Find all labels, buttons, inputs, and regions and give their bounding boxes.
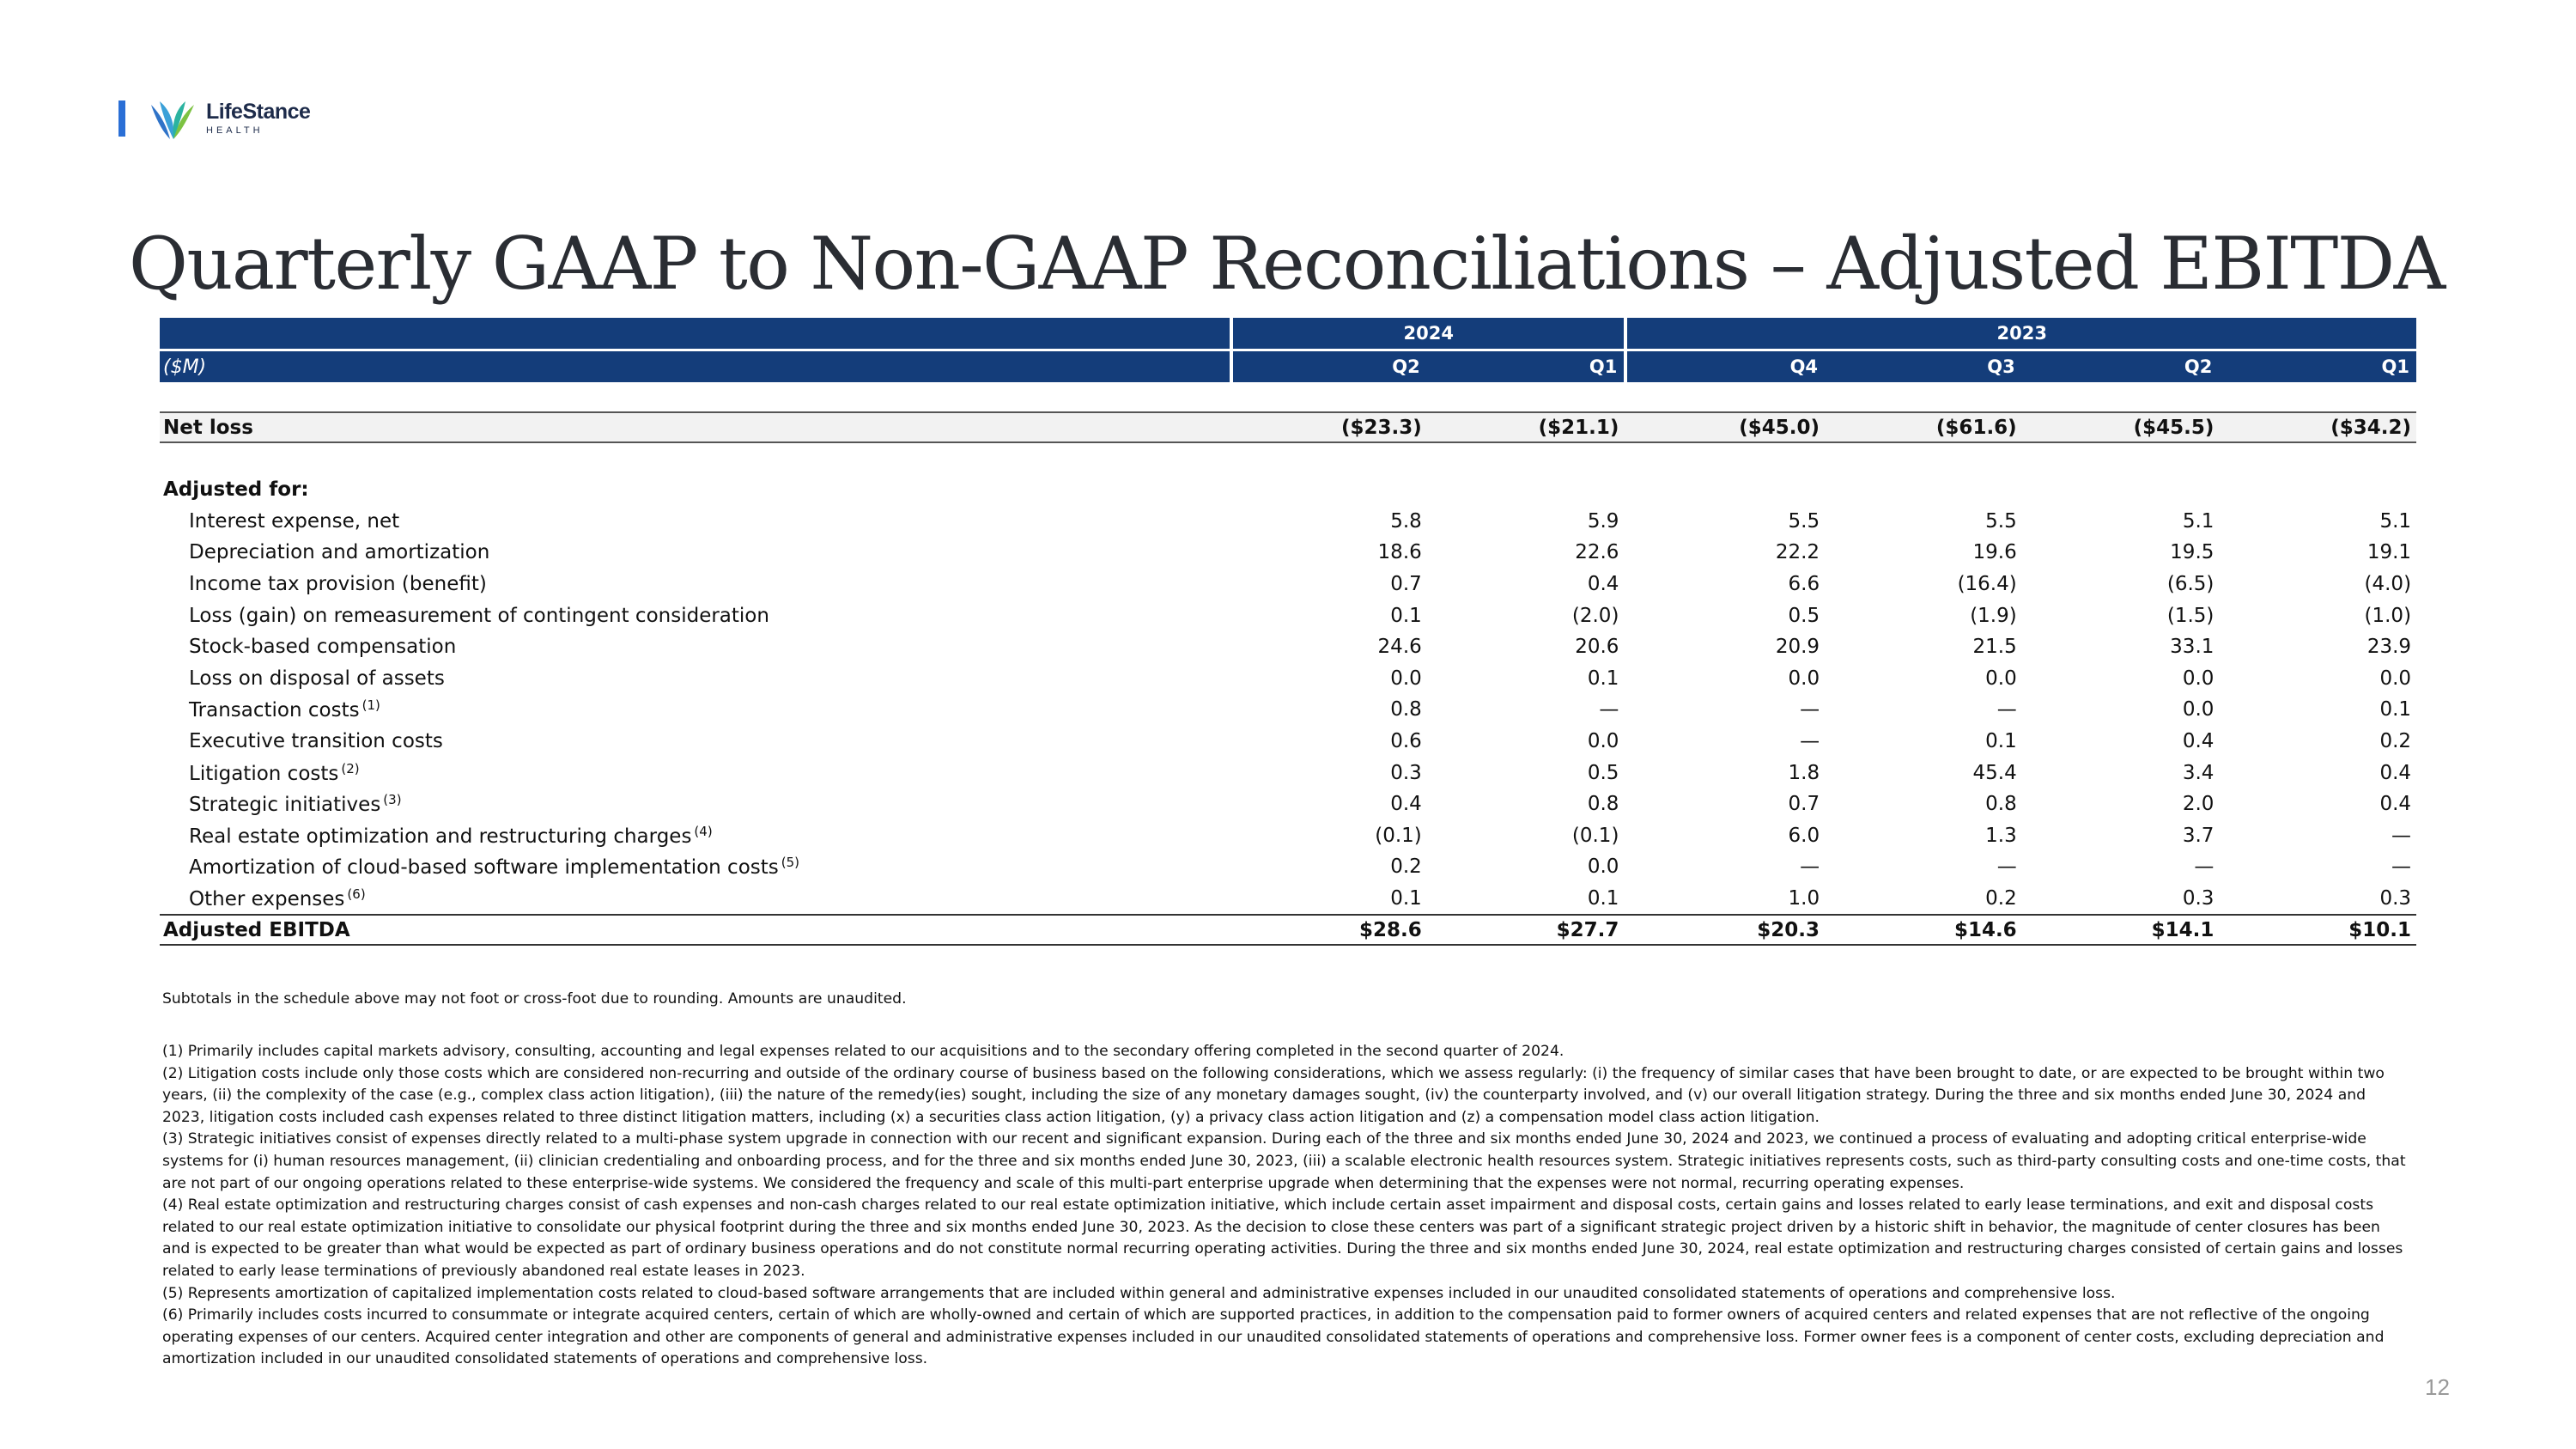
cell-value: 20.6 [1575,636,1619,659]
footnote-marker: (1) [361,697,380,714]
row-label [160,730,1230,752]
row-label [160,510,1230,533]
footnote-marker: (4) [694,823,713,839]
cell-value: 22.2 [1775,541,1820,564]
table-row [160,631,2416,663]
logo-name: LifeStance [206,100,311,124]
cell-value: 0.2 [2379,730,2412,753]
row-label: Adjusted EBITDA [163,918,350,941]
cell-value: 0.8 [1587,793,1619,816]
footnote-5: (5) Represents amortization of capitalized implementation costs related to cloud-based software arrangements that are included within general and administrative expenses included in our unaudited consolidated statements of operations and comprehensive loss. [162,1284,2116,1302]
subtotal-note: Subtotals in the schedule above may not foot or cross-foot due to rounding. Amounts are unaudited. [162,990,907,1008]
cell-value: 5.5 [1985,509,2017,533]
cell-value: $14.1 [2151,918,2215,941]
cell-value: 19.6 [1972,541,2017,564]
footnote-marker: (6) [347,886,366,903]
table-row [160,883,2416,915]
cell-value: 0.1 [1390,604,1422,627]
quarter-header: Q4 [1627,351,1825,382]
row-label-text: Income tax provision (benefit) [189,573,487,596]
table-row [160,820,2416,852]
quarter-header: Q1 [1427,351,1625,382]
cell-value: 0.2 [1985,887,2017,910]
cell-value: 0.5 [1788,604,1820,627]
table-row [160,851,2416,883]
cell-value: 0.1 [2379,698,2412,721]
net-loss-row [160,411,2416,443]
cell-value: ($45.5) [2133,416,2215,439]
quarter-header: Q1 [2219,351,2416,382]
cell-value: 0.6 [1390,730,1422,753]
cell-value: 1.0 [1788,887,1820,910]
logo-accent-bar [118,100,125,137]
cell-value: ($21.1) [1538,416,1619,439]
cell-value: 33.1 [2170,636,2215,659]
footnote-marker: (2) [341,760,360,776]
adjusted-for-label: Adjusted for: [163,478,309,502]
cell-value: (2.0) [1571,604,1619,627]
cell-value: 1.3 [1985,824,2017,847]
footnote-6: (6) Primarily includes costs incurred to consummate or integrate acquired centers, certain of which are wholly-owned and certain of which are supported practices, in addition to the compensation paid to former owners of acquired centers and related expenses that are not reflective of the ongoing operating expenses of our centers. Acquired center integration and other are components of general and administrative expenses included in our unaudited consolidated statements of operations and comprehensive loss. Former owner fees is a component of center costs, excluding depreciation and amortization included in our unaudited consolidated statements of operations and comprehensive loss. [162,1306,2385,1368]
cell-value: — [1599,698,1619,721]
page-number: 12 [2425,1374,2450,1400]
cell-value: 0.0 [2379,667,2412,690]
cell-value: (6.5) [2166,573,2215,596]
table-row [160,726,2416,758]
quarter-header: Q2 [2022,351,2220,382]
cell-value: 0.4 [2379,761,2412,784]
cell-value: (1.9) [1970,604,2017,627]
cell-value: (0.1) [1375,824,1422,847]
row-label-text: Loss on disposal of assets [189,667,445,690]
cell-value: 6.6 [1788,573,1820,596]
cell-value: 24.6 [1377,636,1422,659]
row-label [160,792,1230,816]
cell-value: $28.6 [1358,918,1422,941]
table-header-quarters [160,351,2416,382]
cell-value: 6.0 [1788,824,1820,847]
cell-value: — [2391,824,2412,847]
cell-value: 0.4 [2379,793,2412,816]
row-label [160,697,1230,721]
cell-value: 3.7 [2182,824,2215,847]
footnote-marker: (5) [781,855,799,871]
cell-value: 0.0 [2182,698,2215,721]
adjusted-ebitda-row [160,914,2416,946]
cell-value: 0.1 [1587,887,1619,910]
cell-value: 1.8 [1788,761,1820,784]
year-header-2023: 2023 [1627,318,2416,349]
cell-value: 0.3 [1390,761,1422,784]
cell-value: 0.2 [1390,855,1422,879]
year-header-2024: 2024 [1233,318,1624,349]
row-label-text: Interest expense, net [189,509,400,533]
row-label-text: Litigation costs [189,762,339,785]
cell-value: 20.9 [1775,636,1820,659]
cell-value: 0.8 [1985,793,2017,816]
cell-value: 3.4 [2182,761,2215,784]
footnote-4: (4) Real estate optimization and restructuring charges consist of cash expenses and non-cash charges related to our real estate optimization initiative, which include certain asset impairment and disposal costs, certain gains and losses related to early lease terminations, and exit and disposal costs related to our real estate optimization initiative to consolidate our physical footprint during the three and six months ended June 30, 2023. As the decision to close these centers was part of a significant strategic project driven by a historic shift in behavior, the magnitude of center closures has been and is expected to be greater than what would be expected as part of ordinary business operations and do not constitute normal recurring operating activities. During the three and six months ended June 30, 2024, real estate optimization and restructuring charges consisted of certain gains and losses related to early lease terminations of previously abandoned real estate leases in 2023. [162,1196,2403,1280]
cell-value: 0.0 [2182,667,2215,690]
footnote-marker: (3) [383,792,402,808]
cell-value: 0.4 [1390,793,1422,816]
row-label [160,667,1230,690]
cell-value: 19.1 [2366,541,2412,564]
logo-mark-icon [148,94,197,143]
cell-value: 0.0 [1985,667,2017,690]
reconciliation-table [160,318,2416,946]
cell-value: $10.1 [2348,918,2412,941]
cell-value: 0.3 [2379,887,2412,910]
cell-value: — [1800,698,1820,721]
cell-value: — [2194,855,2215,879]
cell-value: (0.1) [1571,824,1619,847]
cell-value: (4.0) [2364,573,2412,596]
cell-value: ($23.3) [1340,416,1422,439]
row-label-text: Other expenses [189,888,345,911]
cell-value: 0.1 [1587,667,1619,690]
logo-subtitle: HEALTH [206,125,264,136]
page-title: Quarterly GAAP to Non-GAAP Reconciliations – Adjusted EBITDA [129,222,2445,306]
cell-value: 0.0 [1587,730,1619,753]
cell-value: $27.7 [1556,918,1619,941]
footnote-3: (3) Strategic initiatives consist of expenses directly related to a multi-phase system upgrade in connection with our recent and significant expansion. During each of the three and six months ended June 30, 2024 and 2023, we continued a process of evaluating and adopting critical enterprise-wide systems for (i) human resources management, (ii) clinician credentialing and onboarding process, and for the three and six months ended June 30, 2023, (iii) a scalable electronic health resources system. Strategic initiatives represents costs, such as third-party consulting costs and one-time costs, that are not part of our ongoing operations related to these enterprise-wide systems. We considered the frequency and scale of this multi-part enterprise upgrade when determining that the expenses were not normal, recurring operating expenses. [162,1130,2406,1192]
row-label-text: Transaction costs [189,699,360,722]
cell-value: 22.6 [1575,541,1619,564]
footnote-2: (2) Litigation costs include only those costs which are considered non-recurring and outside of the ordinary course of business based on the following considerations, which we assess regularly: (i) the frequency of similar cases that have been brought to date, or are expected to be brought within two years, (ii) the complexity of the case (e.g., complex class action litigation), (iii) the nature of the remedy(ies) sought, including the size of any monetary damages sought, (iv) the counterparty involved, and (v) our overall litigation strategy. During the three and six months ended June 30, 2024 and 2023, litigation costs included cash expenses related to three distinct litigation matters, including (x) a securities class action litigation, (y) a privacy class action litigation and (z) a compensation model class action litigation. [162,1064,2385,1126]
cell-value: (1.5) [2166,604,2215,627]
cell-value: — [1800,855,1820,879]
cell-value: 5.9 [1587,509,1619,533]
cell-value: — [1996,855,2017,879]
table-row [160,506,2416,538]
header-blank-cell [160,318,1230,349]
cell-value: — [1800,730,1820,753]
cell-value: 0.3 [2182,887,2215,910]
cell-value: 21.5 [1972,636,2017,659]
cell-value: 18.6 [1377,541,1422,564]
adjustment-rows [160,506,2416,915]
unit-label: ($M) [160,351,1230,382]
company-logo [118,93,310,144]
row-label-text: Amortization of cloud-based software implementation costs [189,856,779,880]
table-header-years [160,318,2416,349]
quarter-header: Q3 [1825,351,2022,382]
row-label-text: Depreciation and amortization [189,541,490,564]
cell-value: — [2391,855,2412,879]
table-row [160,600,2416,631]
cell-value: (16.4) [1957,573,2017,596]
cell-value: ($34.2) [2330,416,2412,439]
row-label [160,855,1230,879]
row-label-text: Stock-based compensation [189,636,457,659]
row-label [160,886,1230,910]
table-row [160,663,2416,695]
cell-value: 23.9 [2366,636,2412,659]
cell-value: 0.0 [1390,667,1422,690]
cell-value: $20.3 [1757,918,1820,941]
row-label-text: Strategic initiatives [189,794,381,817]
cell-value: 0.1 [1390,887,1422,910]
cell-value: 0.0 [1788,667,1820,690]
cell-value: ($61.6) [1935,416,2017,439]
cell-value: 5.5 [1788,509,1820,533]
table-row [160,757,2416,788]
cell-value: 45.4 [1972,761,2017,784]
cell-value: $14.6 [1953,918,2017,941]
cell-value: 5.1 [2379,509,2412,533]
cell-value: 0.7 [1788,793,1820,816]
row-label [160,541,1230,563]
table-row [160,694,2416,726]
row-label-text: Loss (gain) on remeasurement of contingent consideration [189,604,769,627]
cell-value: 0.4 [1587,573,1619,596]
cell-value: (1.0) [2364,604,2412,627]
row-label [160,573,1230,595]
row-label: Net loss [163,416,253,439]
table-row [160,569,2416,600]
row-label [160,605,1230,627]
row-label-text: Executive transition costs [189,730,443,753]
cell-value: — [1996,698,2017,721]
row-label [160,824,1230,848]
row-label [160,636,1230,658]
cell-value: 0.7 [1390,573,1422,596]
row-label [160,761,1230,785]
cell-value: 2.0 [2182,793,2215,816]
cell-value: 0.4 [2182,730,2215,753]
table-row [160,788,2416,820]
cell-value: 0.1 [1985,730,2017,753]
table-row [160,537,2416,569]
cell-value: ($45.0) [1739,416,1820,439]
cell-value: 5.1 [2182,509,2215,533]
row-label-text: Real estate optimization and restructuring charges [189,825,692,848]
footnotes [162,1041,2412,1371]
cell-value: 5.8 [1390,509,1422,533]
cell-value: 0.0 [1587,855,1619,879]
footnote-1: (1) Primarily includes capital markets advisory, consulting, accounting and legal expenses related to our acquisitions and to the secondary offering completed in the second quarter of 2024. [162,1043,1564,1060]
cell-value: 19.5 [2170,541,2215,564]
quarter-header: Q2 [1233,351,1427,382]
cell-value: 0.5 [1587,761,1619,784]
cell-value: 0.8 [1390,698,1422,721]
adjusted-for-row [160,474,2416,506]
